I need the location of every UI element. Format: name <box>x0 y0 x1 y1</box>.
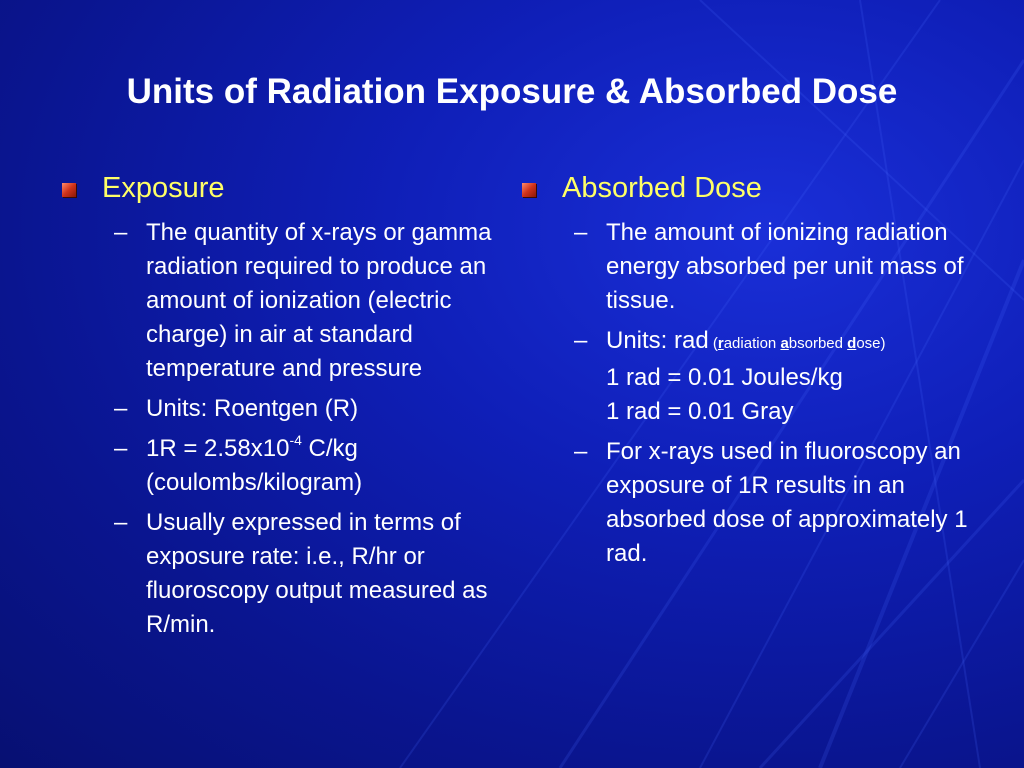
dash-marker: – <box>114 435 128 462</box>
exposure-heading <box>62 170 512 206</box>
exposure-conversion-exponent: -4 <box>289 432 302 448</box>
rad-acronym <box>709 335 886 352</box>
exposure-rate: Usually expressed in terms of exposure rate: i.e., R/hr or fluoroscopy output measured as R/min. <box>146 509 488 638</box>
fluoroscopy-note: For x-rays used in fluoroscopy an exposure of 1R results in an absorbed dose of approximately 1 rad. <box>606 438 968 567</box>
dash-marker: – <box>114 395 128 422</box>
rad-acronym-d: d <box>847 335 857 352</box>
dash-marker: – <box>114 219 128 246</box>
dash-marker: – <box>114 509 128 536</box>
rad-acronym-a: a <box>780 335 789 352</box>
list-item <box>62 216 512 386</box>
rad-acronym-open: ( <box>708 335 718 352</box>
exposure-conversion-pre: 1R = 2.58x10 <box>146 435 290 462</box>
exposure-column <box>62 170 512 648</box>
exposure-heading-text: Exposure <box>102 172 225 204</box>
list-item <box>522 216 992 318</box>
list-item <box>62 392 512 426</box>
absorbed-dose-heading-text: Absorbed Dose <box>562 172 762 204</box>
list-item <box>522 435 992 571</box>
rad-units-line <box>606 324 992 361</box>
rad-joules-line: 1 rad = 0.01 Joules/kg <box>606 364 843 391</box>
rad-acronym-r: r <box>717 335 724 352</box>
rad-acronym-r-rest: adiation <box>723 335 781 352</box>
exposure-conversion-post: C/kg (coulombs/kilogram) <box>146 435 363 496</box>
exposure-units: Units: Roentgen (R) <box>146 395 359 422</box>
absorbed-dose-definition: The amount of ionizing radiation energy absorbed per unit mass of tissue. <box>606 219 964 314</box>
dash-marker: – <box>574 438 588 465</box>
dash-marker: – <box>574 327 588 354</box>
list-item <box>522 324 992 429</box>
rad-gray-line: 1 rad = 0.01 Gray <box>606 398 794 425</box>
rad-units-label: Units: rad <box>606 327 709 354</box>
absorbed-dose-heading <box>522 170 992 206</box>
exposure-definition: The quantity of x-rays or gamma radiation required to produce an amount of ionization (electric charge) in air at standard temperature and pressure <box>146 219 492 382</box>
absorbed-dose-column <box>522 170 992 577</box>
square-bullet-icon <box>522 183 536 197</box>
dash-marker: – <box>574 219 588 246</box>
rad-acronym-a-rest: bsorbed <box>788 335 848 352</box>
rad-acronym-d-rest: ose) <box>856 335 886 352</box>
square-bullet-icon <box>62 183 76 197</box>
list-item <box>62 506 512 642</box>
slide-title: Units of Radiation Exposure & Absorbed Dose <box>126 72 898 111</box>
list-item <box>62 432 512 500</box>
